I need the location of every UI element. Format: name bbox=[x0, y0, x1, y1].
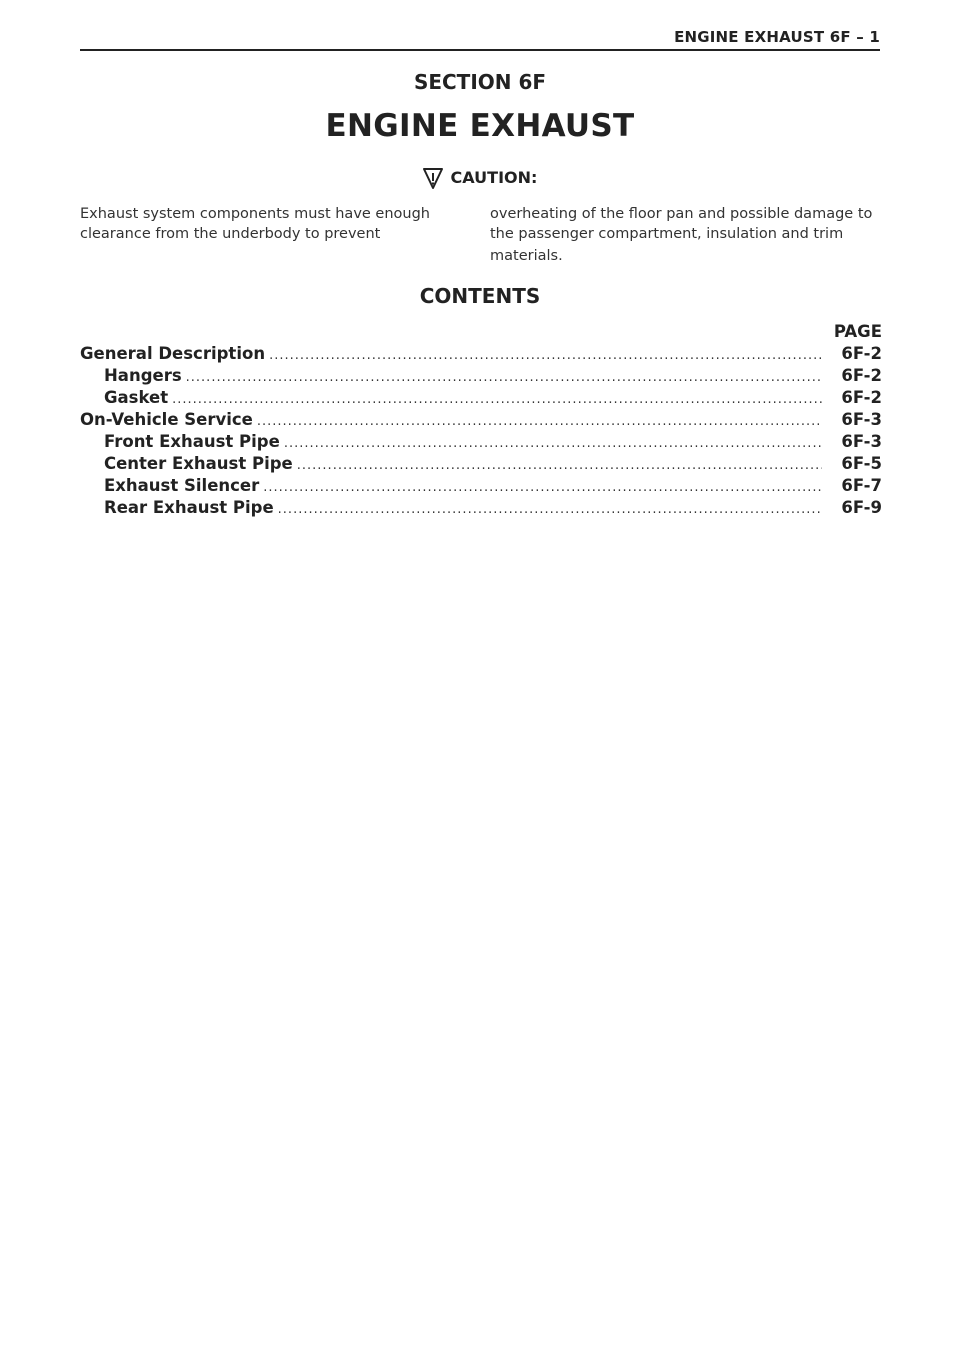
caution-paragraph-left: Exhaust system components must have enough clearance from the underbody to prevent bbox=[80, 206, 430, 242]
toc-entry-title: On-Vehicle Service bbox=[80, 410, 253, 429]
caution-text-left bbox=[80, 204, 460, 244]
toc-entry-title: General Description bbox=[80, 344, 266, 363]
toc-entry-title: Exhaust Silencer bbox=[104, 476, 260, 495]
toc-entry-exhaust-silencer[interactable] bbox=[80, 476, 882, 498]
page-title: ENGINE EXHAUST bbox=[325, 108, 635, 144]
toc-entry-page: 6F-2 bbox=[841, 366, 882, 385]
section-label: SECTION 6F bbox=[413, 70, 547, 94]
warning-triangle-icon bbox=[423, 167, 443, 189]
header-rule bbox=[80, 49, 880, 51]
dot-leader bbox=[257, 414, 822, 429]
page-column-label: PAGE bbox=[833, 322, 882, 341]
toc-entry-hangers[interactable] bbox=[80, 366, 882, 388]
toc-entry-page: 6F-2 bbox=[841, 344, 882, 363]
table-of-contents bbox=[80, 344, 882, 520]
toc-entry-general-description[interactable] bbox=[80, 344, 882, 366]
toc-entry-title: Hangers bbox=[104, 366, 182, 385]
toc-entry-gasket[interactable] bbox=[80, 388, 882, 410]
caution-heading bbox=[0, 167, 960, 189]
toc-entry-title: Gasket bbox=[104, 388, 169, 407]
dot-leader bbox=[297, 458, 822, 473]
running-header: ENGINE EXHAUST 6F – 1 bbox=[674, 28, 880, 46]
toc-entry-rear-exhaust-pipe[interactable] bbox=[80, 498, 882, 520]
toc-entry-page: 6F-7 bbox=[841, 476, 882, 495]
toc-entry-on-vehicle-service[interactable] bbox=[80, 410, 882, 432]
dot-leader bbox=[269, 348, 822, 363]
toc-entry-page: 6F-3 bbox=[841, 410, 882, 429]
caution-label: CAUTION: bbox=[450, 168, 538, 187]
toc-entry-title: Center Exhaust Pipe bbox=[104, 454, 293, 473]
caution-paragraph-right-end: materials. bbox=[490, 248, 563, 264]
toc-entry-title: Rear Exhaust Pipe bbox=[104, 498, 274, 517]
dot-leader bbox=[186, 370, 822, 385]
dot-leader bbox=[284, 436, 822, 451]
caution-paragraph-right: overheating of the floor pan and possible damage to the passenger compartment, insulation and trim bbox=[490, 206, 873, 242]
toc-entry-front-exhaust-pipe[interactable] bbox=[80, 432, 882, 454]
toc-entry-center-exhaust-pipe[interactable] bbox=[80, 454, 882, 476]
toc-entry-title: Front Exhaust Pipe bbox=[104, 432, 280, 451]
caution-text-right bbox=[490, 204, 880, 266]
dot-leader bbox=[278, 502, 822, 517]
toc-entry-page: 6F-2 bbox=[841, 388, 882, 407]
toc-entry-page: 6F-3 bbox=[841, 432, 882, 451]
dot-leader bbox=[172, 392, 822, 407]
contents-title: CONTENTS bbox=[419, 284, 541, 308]
toc-entry-page: 6F-9 bbox=[841, 498, 882, 517]
toc-entry-page: 6F-5 bbox=[841, 454, 882, 473]
dot-leader bbox=[263, 480, 822, 495]
